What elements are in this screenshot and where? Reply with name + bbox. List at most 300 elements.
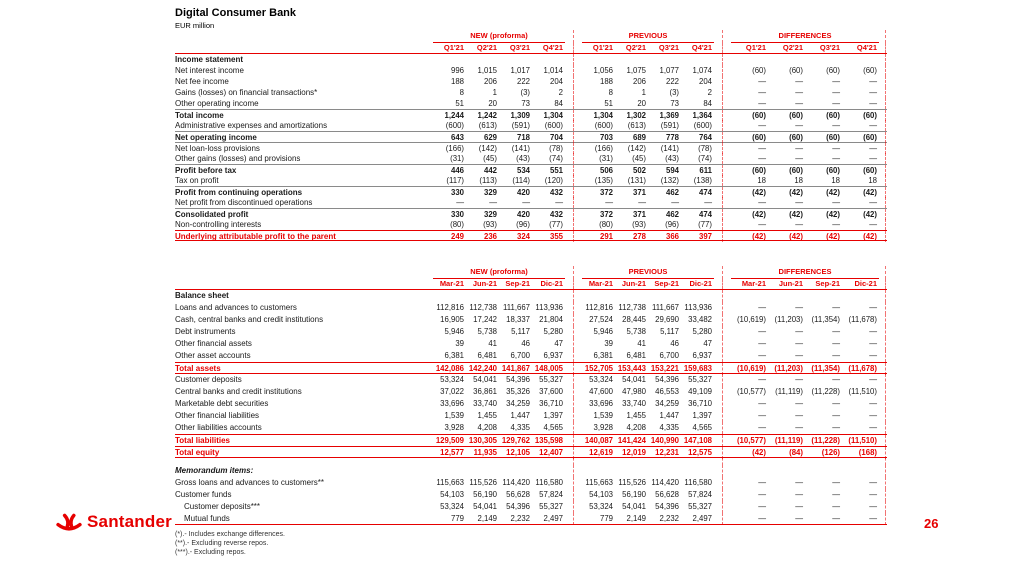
value-cell: 629 bbox=[483, 133, 497, 142]
value-cell: — bbox=[869, 88, 877, 97]
value-cell: — bbox=[869, 375, 877, 384]
value-cell: — bbox=[795, 198, 803, 207]
value-cell: (43) bbox=[516, 154, 530, 163]
empty-cell bbox=[731, 290, 879, 302]
value-cell: — bbox=[869, 327, 877, 336]
group-divider bbox=[565, 98, 582, 109]
santander-flame-icon bbox=[55, 512, 83, 532]
value-cell: 18 bbox=[831, 176, 840, 185]
table-row bbox=[175, 120, 887, 131]
value-cell: 1,244 bbox=[444, 111, 464, 120]
column-header-row bbox=[175, 43, 887, 54]
row-label: Gains (losses) on financial transactions* bbox=[175, 88, 318, 97]
value-cell: (42) bbox=[752, 188, 766, 197]
row-label: Gross loans and advances to customers** bbox=[175, 478, 324, 487]
value-cell: 112,816 bbox=[585, 303, 613, 312]
value-cell: (11,510) bbox=[848, 436, 877, 445]
value-cell: 20 bbox=[488, 99, 497, 108]
value-cell: (74) bbox=[698, 154, 712, 163]
page-number: 26 bbox=[924, 516, 939, 531]
value-cell: 21,804 bbox=[539, 315, 563, 324]
value-cell: (78) bbox=[549, 144, 563, 153]
value-cell: 204 bbox=[698, 77, 712, 86]
value-cell: 6,381 bbox=[593, 351, 613, 360]
value-cell: 159,683 bbox=[683, 364, 712, 373]
value-cell: — bbox=[795, 220, 803, 229]
table-row bbox=[175, 65, 887, 76]
table-right-edge bbox=[879, 120, 887, 131]
value-cell: 2,232 bbox=[510, 514, 530, 523]
value-cell: 36,861 bbox=[473, 387, 497, 396]
value-cell: 47 bbox=[703, 339, 712, 348]
value-cell: 703 bbox=[599, 133, 613, 142]
value-cell: (166) bbox=[594, 144, 613, 153]
value-cell: 355 bbox=[549, 232, 563, 241]
value-cell: (600) bbox=[445, 121, 464, 130]
value-cell: 2 bbox=[707, 88, 712, 97]
value-cell: 18,337 bbox=[506, 315, 530, 324]
value-cell: 73 bbox=[670, 99, 679, 108]
value-cell: — bbox=[869, 351, 877, 360]
value-cell: (60) bbox=[789, 111, 803, 120]
value-cell: 112,738 bbox=[469, 303, 497, 312]
value-cell: 54,041 bbox=[473, 502, 497, 511]
row-label: Marketable debt securities bbox=[175, 399, 269, 408]
value-cell: (3) bbox=[520, 88, 530, 97]
value-cell: 1,015 bbox=[477, 66, 497, 75]
group-divider bbox=[565, 43, 582, 53]
value-cell: 5,117 bbox=[511, 327, 530, 336]
group-divider bbox=[714, 350, 731, 362]
value-cell: 779 bbox=[450, 514, 464, 523]
table-right-edge bbox=[879, 477, 887, 489]
value-cell: 140,087 bbox=[584, 436, 613, 445]
column-header: Q4'21 bbox=[542, 43, 563, 52]
santander-logo-text: Santander bbox=[87, 512, 172, 531]
value-cell: 51 bbox=[455, 99, 464, 108]
column-header: Q2'21 bbox=[625, 43, 646, 52]
value-cell: 55,327 bbox=[539, 502, 563, 511]
table-row bbox=[175, 131, 887, 142]
value-cell: — bbox=[832, 399, 840, 408]
value-cell: (80) bbox=[599, 220, 613, 229]
value-cell: 704 bbox=[549, 133, 563, 142]
group-divider bbox=[565, 175, 582, 186]
group-divider bbox=[714, 290, 731, 302]
value-cell: 147,108 bbox=[683, 436, 712, 445]
table-right-edge bbox=[879, 43, 887, 53]
column-header: Sep-21 bbox=[654, 279, 679, 288]
value-cell: — bbox=[795, 502, 803, 511]
table-right-edge bbox=[879, 422, 887, 434]
value-cell: — bbox=[758, 339, 766, 348]
value-cell: (60) bbox=[752, 66, 766, 75]
value-cell: 4,335 bbox=[659, 423, 679, 432]
table-row bbox=[175, 164, 887, 175]
value-cell: — bbox=[869, 99, 877, 108]
value-cell: — bbox=[795, 77, 803, 86]
group-divider bbox=[714, 98, 731, 109]
value-cell: (31) bbox=[450, 154, 464, 163]
table-right-edge bbox=[879, 266, 887, 279]
value-cell: 18 bbox=[868, 176, 877, 185]
value-cell: 54,103 bbox=[440, 490, 464, 499]
value-cell: 1 bbox=[641, 88, 646, 97]
row-label: Customer funds bbox=[175, 490, 232, 499]
value-cell: — bbox=[758, 198, 766, 207]
table-row bbox=[175, 386, 887, 398]
value-cell: 55,327 bbox=[688, 375, 712, 384]
row-label: Net fee income bbox=[175, 77, 229, 86]
value-cell: (42) bbox=[789, 210, 803, 219]
value-cell: 4,565 bbox=[543, 423, 563, 432]
value-cell: 37,022 bbox=[440, 387, 464, 396]
value-cell: — bbox=[671, 198, 679, 207]
value-cell: 46 bbox=[670, 339, 679, 348]
value-cell: (142) bbox=[478, 144, 497, 153]
group-divider bbox=[565, 76, 582, 87]
value-cell: 36,710 bbox=[539, 399, 563, 408]
value-cell: 5,117 bbox=[660, 327, 679, 336]
column-header: Sep-21 bbox=[815, 279, 840, 288]
table-row bbox=[175, 175, 887, 186]
empty-cell bbox=[433, 465, 565, 477]
value-cell: 54,396 bbox=[506, 375, 530, 384]
column-header: Q3'21 bbox=[658, 43, 679, 52]
group-divider bbox=[565, 153, 582, 164]
group-divider bbox=[565, 326, 582, 338]
empty-cell bbox=[731, 458, 879, 465]
value-cell: (613) bbox=[478, 121, 497, 130]
value-cell: 8 bbox=[608, 88, 613, 97]
value-cell: (80) bbox=[450, 220, 464, 229]
value-cell: 1,539 bbox=[593, 411, 613, 420]
value-cell: — bbox=[869, 121, 877, 130]
value-cell: 112,816 bbox=[436, 303, 464, 312]
value-cell: — bbox=[758, 490, 766, 499]
value-cell: — bbox=[795, 490, 803, 499]
group-divider bbox=[714, 279, 731, 289]
table-row bbox=[175, 230, 887, 241]
value-cell: 397 bbox=[698, 232, 712, 241]
row-label: Balance sheet bbox=[175, 291, 229, 300]
value-cell: 1,539 bbox=[444, 411, 464, 420]
value-cell: (42) bbox=[826, 210, 840, 219]
value-cell: 20 bbox=[637, 99, 646, 108]
table-right-edge bbox=[879, 87, 887, 98]
value-cell: 54,396 bbox=[655, 375, 679, 384]
table-row bbox=[175, 186, 887, 197]
group-divider bbox=[565, 231, 582, 242]
value-cell: — bbox=[869, 399, 877, 408]
table-row bbox=[175, 422, 887, 434]
value-cell: 1,074 bbox=[692, 66, 712, 75]
value-cell: 53,324 bbox=[440, 375, 464, 384]
value-cell: 1,304 bbox=[593, 111, 613, 120]
row-label: Loans and advances to customers bbox=[175, 303, 297, 312]
value-cell: 54,396 bbox=[655, 502, 679, 511]
value-cell: — bbox=[832, 88, 840, 97]
table-row bbox=[175, 489, 887, 501]
value-cell: 6,937 bbox=[692, 351, 712, 360]
footnote: (***).- Excluding repos. bbox=[175, 549, 246, 556]
value-cell: 55,327 bbox=[688, 502, 712, 511]
group-divider bbox=[565, 290, 582, 302]
value-cell: 112,738 bbox=[618, 303, 646, 312]
value-cell: 2,149 bbox=[477, 514, 497, 523]
value-cell: — bbox=[832, 514, 840, 523]
value-cell: 12,105 bbox=[506, 448, 530, 457]
value-cell: 1,014 bbox=[543, 66, 563, 75]
value-cell: (131) bbox=[627, 176, 646, 185]
empty-cell bbox=[582, 458, 714, 465]
table-right-edge bbox=[879, 501, 887, 513]
value-cell: 366 bbox=[665, 232, 679, 241]
value-cell: — bbox=[795, 411, 803, 420]
value-cell: — bbox=[522, 198, 530, 207]
value-cell: 28,445 bbox=[622, 315, 646, 324]
group-divider bbox=[565, 477, 582, 489]
value-cell: — bbox=[869, 144, 877, 153]
value-cell: (93) bbox=[483, 220, 497, 229]
value-cell: 84 bbox=[554, 99, 563, 108]
value-cell: 11,935 bbox=[473, 448, 497, 457]
value-cell: 3,928 bbox=[593, 423, 613, 432]
table-right-edge bbox=[879, 197, 887, 208]
value-cell: 116,580 bbox=[535, 478, 563, 487]
table-row bbox=[175, 197, 887, 208]
value-cell: (77) bbox=[549, 220, 563, 229]
value-cell: (60) bbox=[863, 133, 877, 142]
column-header-row bbox=[175, 279, 887, 290]
value-cell: 41 bbox=[637, 339, 646, 348]
group-divider bbox=[565, 489, 582, 501]
row-label: Other financial assets bbox=[175, 339, 252, 348]
value-cell: 222 bbox=[665, 77, 679, 86]
value-cell: (60) bbox=[826, 133, 840, 142]
value-cell: (60) bbox=[826, 166, 840, 175]
table-row bbox=[175, 465, 887, 477]
value-cell: 222 bbox=[516, 77, 530, 86]
value-cell: — bbox=[758, 514, 766, 523]
table-right-edge bbox=[879, 314, 887, 326]
value-cell: 3,928 bbox=[444, 423, 464, 432]
table-right-edge bbox=[879, 132, 887, 143]
value-cell: — bbox=[758, 303, 766, 312]
empty-cell bbox=[582, 54, 714, 65]
value-cell: 2,497 bbox=[692, 514, 712, 523]
value-cell: (60) bbox=[826, 66, 840, 75]
table-right-edge bbox=[879, 386, 887, 398]
value-cell: 330 bbox=[450, 188, 464, 197]
value-cell: 34,259 bbox=[655, 399, 679, 408]
value-cell: 689 bbox=[632, 133, 646, 142]
value-cell: 115,663 bbox=[436, 478, 464, 487]
table-right-edge bbox=[879, 489, 887, 501]
table-row bbox=[175, 398, 887, 410]
value-cell: (591) bbox=[660, 121, 679, 130]
table-right-edge bbox=[879, 76, 887, 87]
value-cell: — bbox=[795, 88, 803, 97]
value-cell: — bbox=[795, 154, 803, 163]
group-divider bbox=[714, 338, 731, 350]
value-cell: (42) bbox=[752, 232, 766, 241]
column-header: Jun-21 bbox=[472, 279, 497, 288]
value-cell: 1,397 bbox=[692, 411, 712, 420]
value-cell: (11,678) bbox=[848, 364, 877, 373]
value-cell: (42) bbox=[752, 210, 766, 219]
column-header: Mar-21 bbox=[588, 279, 613, 288]
table-row bbox=[175, 302, 887, 314]
value-cell: 432 bbox=[549, 210, 563, 219]
value-cell: 551 bbox=[549, 166, 563, 175]
row-label: Income statement bbox=[175, 55, 244, 64]
column-header: Q1'21 bbox=[745, 43, 766, 52]
value-cell: — bbox=[758, 99, 766, 108]
group-divider bbox=[714, 30, 731, 43]
group-divider bbox=[565, 65, 582, 76]
balance-sheet-table bbox=[175, 266, 887, 525]
table-row bbox=[175, 338, 887, 350]
value-cell: (42) bbox=[752, 448, 766, 457]
group-divider bbox=[714, 501, 731, 513]
value-cell: — bbox=[832, 490, 840, 499]
table-right-edge bbox=[879, 513, 887, 525]
row-label: Other gains (losses) and provisions bbox=[175, 154, 301, 163]
value-cell: (84) bbox=[789, 448, 803, 457]
value-cell: 39 bbox=[455, 339, 464, 348]
value-cell: (45) bbox=[632, 154, 646, 163]
value-cell: (141) bbox=[660, 144, 679, 153]
table-right-edge bbox=[879, 30, 887, 43]
value-cell: 474 bbox=[698, 188, 712, 197]
group-divider bbox=[714, 65, 731, 76]
value-cell: 57,824 bbox=[688, 490, 712, 499]
value-cell: (117) bbox=[446, 176, 464, 185]
table-row bbox=[175, 208, 887, 219]
group-divider bbox=[565, 266, 582, 279]
value-cell: 54,103 bbox=[589, 490, 613, 499]
value-cell: — bbox=[832, 351, 840, 360]
value-cell: 36,710 bbox=[688, 399, 712, 408]
value-cell: 53,324 bbox=[589, 502, 613, 511]
group-divider bbox=[565, 350, 582, 362]
row-label: Net operating income bbox=[175, 133, 257, 142]
value-cell: 6,381 bbox=[444, 351, 464, 360]
value-cell: 148,005 bbox=[534, 364, 563, 373]
row-label: Mutual funds bbox=[184, 514, 230, 523]
empty-cell bbox=[582, 465, 714, 477]
value-cell: — bbox=[832, 339, 840, 348]
value-cell: (126) bbox=[821, 448, 840, 457]
value-cell: (60) bbox=[863, 66, 877, 75]
group-divider bbox=[714, 302, 731, 314]
table-row bbox=[175, 109, 887, 120]
value-cell: — bbox=[795, 514, 803, 523]
group-divider bbox=[565, 338, 582, 350]
value-cell: (138) bbox=[693, 176, 712, 185]
value-cell: 206 bbox=[483, 77, 497, 86]
value-cell: (3) bbox=[669, 88, 679, 97]
spacer-cell bbox=[175, 30, 433, 43]
value-cell: — bbox=[795, 121, 803, 130]
value-cell: (60) bbox=[752, 133, 766, 142]
value-cell: 142,086 bbox=[435, 364, 464, 373]
value-cell: — bbox=[832, 327, 840, 336]
value-cell: 56,628 bbox=[506, 490, 530, 499]
empty-cell bbox=[731, 465, 879, 477]
group-divider bbox=[714, 398, 731, 410]
value-cell: — bbox=[605, 198, 613, 207]
value-cell: (60) bbox=[826, 111, 840, 120]
value-cell: 1,447 bbox=[510, 411, 530, 420]
value-cell: — bbox=[758, 351, 766, 360]
value-cell: 33,696 bbox=[440, 399, 464, 408]
value-cell: — bbox=[795, 303, 803, 312]
row-label bbox=[175, 458, 433, 465]
value-cell: 12,019 bbox=[622, 448, 646, 457]
spacer-cell bbox=[175, 279, 433, 289]
value-cell: 372 bbox=[599, 188, 613, 197]
value-cell: 278 bbox=[632, 232, 646, 241]
value-cell: 8 bbox=[459, 88, 464, 97]
row-label: Debt instruments bbox=[175, 327, 236, 336]
table-row bbox=[175, 98, 887, 109]
table-right-edge bbox=[879, 279, 887, 289]
value-cell: — bbox=[795, 399, 803, 408]
value-cell: 188 bbox=[599, 77, 613, 86]
value-cell: (613) bbox=[627, 121, 646, 130]
value-cell: 12,231 bbox=[655, 448, 679, 457]
table-right-edge bbox=[879, 231, 887, 242]
value-cell: 611 bbox=[699, 166, 712, 175]
value-cell: (60) bbox=[863, 166, 877, 175]
value-cell: (114) bbox=[512, 176, 530, 185]
footnotes bbox=[175, 530, 285, 557]
value-cell: 2 bbox=[558, 88, 563, 97]
row-label: Net interest income bbox=[175, 66, 244, 75]
column-header: Mar-21 bbox=[439, 279, 464, 288]
value-cell: 534 bbox=[516, 166, 530, 175]
value-cell: 135,598 bbox=[534, 436, 563, 445]
value-cell: — bbox=[758, 478, 766, 487]
group-divider bbox=[565, 314, 582, 326]
value-cell: 114,420 bbox=[502, 478, 530, 487]
value-cell: 4,565 bbox=[692, 423, 712, 432]
group-divider bbox=[565, 386, 582, 398]
row-label: Total liabilities bbox=[175, 436, 230, 445]
row-label: Other operating income bbox=[175, 99, 259, 108]
value-cell: 432 bbox=[549, 188, 563, 197]
value-cell: (42) bbox=[789, 232, 803, 241]
value-cell: (42) bbox=[826, 188, 840, 197]
column-header: Q3'21 bbox=[819, 43, 840, 52]
value-cell: 49,109 bbox=[688, 387, 712, 396]
value-cell: (11,228) bbox=[811, 387, 840, 396]
table-right-edge bbox=[879, 398, 887, 410]
value-cell: 206 bbox=[632, 77, 646, 86]
value-cell: 249 bbox=[450, 232, 464, 241]
santander-logo bbox=[55, 512, 172, 532]
value-cell: 57,824 bbox=[539, 490, 563, 499]
value-cell: 27,524 bbox=[589, 315, 613, 324]
column-header: Dic-21 bbox=[689, 279, 712, 288]
row-label: Customer deposits*** bbox=[184, 502, 261, 511]
table-right-edge bbox=[879, 175, 887, 186]
value-cell: 129,509 bbox=[435, 436, 464, 445]
value-cell: — bbox=[869, 154, 877, 163]
value-cell: (43) bbox=[665, 154, 679, 163]
